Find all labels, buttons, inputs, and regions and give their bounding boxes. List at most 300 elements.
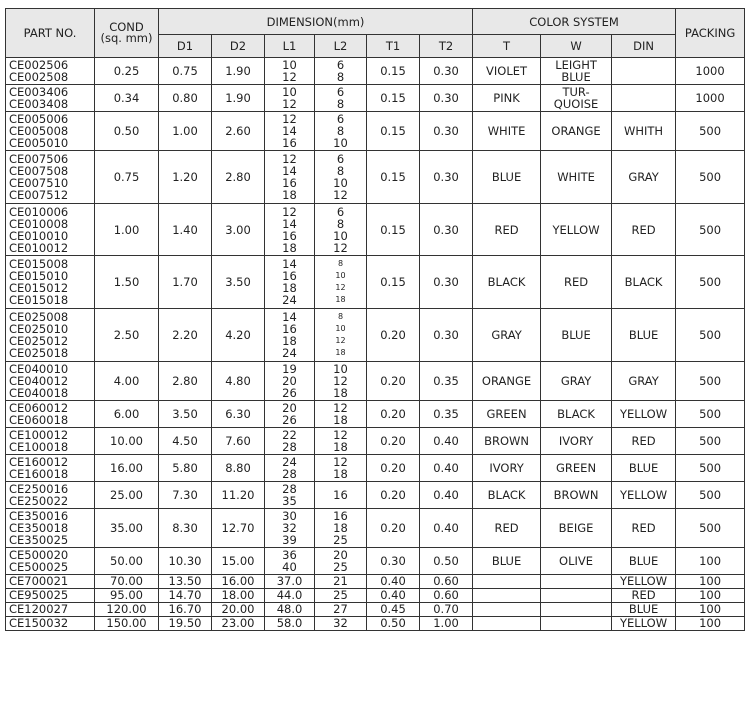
part-no: CE060018: [9, 413, 69, 428]
l1-value: 24: [282, 454, 297, 469]
l2-value: 12: [335, 283, 346, 293]
color-w-cell: YELLOW: [541, 203, 612, 256]
part-no-cell: [6, 428, 95, 455]
l2-value: 8: [337, 259, 344, 269]
packing-cell: 500: [676, 401, 745, 428]
header-d1: D1: [159, 35, 212, 58]
packing-cell: 500: [676, 428, 745, 455]
table-row: [6, 602, 745, 616]
d1-cell: 19.50: [159, 616, 212, 630]
l1-value: 16: [282, 269, 297, 284]
d2-cell: 20.00: [212, 602, 265, 616]
l1-value: 14: [282, 309, 297, 324]
l2-cell: [315, 84, 367, 111]
l1-cell: [265, 84, 315, 111]
packing-cell: 500: [676, 454, 745, 481]
t2-cell: 0.30: [420, 203, 473, 256]
part-no: CE007512: [9, 188, 69, 203]
l2-cell: [315, 203, 367, 256]
l1-value: 32: [282, 520, 297, 535]
color-din-cell: BLACK: [612, 256, 676, 309]
l2-cell: [315, 588, 367, 602]
header-t2: T2: [420, 35, 473, 58]
color-t-cell: BLUE: [473, 548, 541, 575]
l2-value: 20: [333, 548, 348, 563]
part-no: CE010008: [9, 216, 69, 231]
t2-cell: 0.30: [420, 58, 473, 85]
header-color-din: DIN: [612, 35, 676, 58]
l2-cell: [315, 256, 367, 309]
part-no: CE060012: [9, 401, 69, 416]
cond-cell: 70.00: [95, 575, 159, 589]
l2-cell: [315, 428, 367, 455]
l2-cell: [315, 361, 367, 401]
part-no: CE350025: [9, 532, 69, 547]
l2-cell: [315, 616, 367, 630]
table-row: [6, 84, 745, 111]
d2-cell: 2.60: [212, 111, 265, 151]
t2-cell: 0.60: [420, 588, 473, 602]
packing-cell: 100: [676, 575, 745, 589]
part-no: CE040012: [9, 374, 69, 388]
cond-cell: 0.50: [95, 111, 159, 151]
color-t-cell: GREEN: [473, 401, 541, 428]
part-no-cell: [6, 401, 95, 428]
l2-value: 27: [333, 602, 348, 617]
l2-value: 6: [336, 204, 345, 219]
l2-value: 8: [336, 164, 345, 179]
packing-cell: 1000: [676, 58, 745, 85]
part-no: CE250022: [9, 493, 69, 508]
color-din-cell: RED: [612, 203, 676, 256]
d1-cell: 3.50: [159, 401, 212, 428]
t2-cell: 0.40: [420, 428, 473, 455]
header-color-w: W: [541, 35, 612, 58]
cond-cell: 2.50: [95, 309, 159, 362]
part-no: CE015018: [9, 293, 69, 308]
table-row: [6, 151, 745, 204]
d1-cell: 0.75: [159, 58, 212, 85]
color-w-cell: GRAY: [541, 361, 612, 401]
part-no: CE010006: [9, 204, 69, 219]
l1-value: 12: [282, 152, 297, 167]
d2-cell: 6.30: [212, 401, 265, 428]
header-cond-line: (sq. mm): [100, 31, 153, 45]
l1-cell: [265, 481, 315, 508]
color-t-cell: [473, 575, 541, 589]
d2-cell: 7.60: [212, 428, 265, 455]
l1-value: 24: [282, 345, 297, 360]
t2-cell: 0.35: [420, 361, 473, 401]
part-no-cell: [6, 203, 95, 256]
cond-cell: 0.25: [95, 58, 159, 85]
l1-value: 10: [282, 84, 297, 99]
part-no: CE005008: [9, 123, 69, 138]
l1-value: 18: [282, 281, 297, 296]
color-t-cell: [473, 588, 541, 602]
part-no: CE350016: [9, 508, 69, 523]
t1-cell: 0.15: [367, 84, 420, 111]
color-t-cell: [473, 616, 541, 630]
l1-value: 12: [282, 96, 297, 111]
packing-cell: 500: [676, 481, 745, 508]
part-no: CE007506: [9, 152, 69, 167]
color-din-cell: WHITH: [612, 111, 676, 151]
t2-cell: 0.30: [420, 111, 473, 151]
l2-value: 25: [333, 532, 348, 547]
header-color-system: COLOR SYSTEM: [473, 9, 676, 35]
l1-cell: [265, 454, 315, 481]
table-row: [6, 575, 745, 589]
t2-cell: 0.30: [420, 151, 473, 204]
spec-table-container: [5, 8, 745, 631]
part-no: CE025018: [9, 345, 69, 360]
part-no: CE005010: [9, 135, 69, 150]
color-din-cell: YELLOW: [612, 575, 676, 589]
color-din-cell: GRAY: [612, 151, 676, 204]
d1-cell: 16.70: [159, 602, 212, 616]
color-w-cell: RED: [541, 256, 612, 309]
d2-cell: 3.50: [212, 256, 265, 309]
t1-cell: 0.15: [367, 256, 420, 309]
part-no: CE010012: [9, 240, 69, 255]
l1-value: 14: [282, 164, 297, 179]
l2-value: 8: [336, 96, 345, 111]
part-no: CE500025: [9, 560, 69, 575]
color-w-cell: BEIGE: [541, 508, 612, 548]
cond-cell: 150.00: [95, 616, 159, 630]
part-no-cell: [6, 256, 95, 309]
part-no: CE010010: [9, 228, 69, 243]
header-l1: L1: [265, 35, 315, 58]
cond-cell: 95.00: [95, 588, 159, 602]
color-t-cell: IVORY: [473, 454, 541, 481]
l2-value: 10: [333, 362, 348, 376]
d1-cell: 1.00: [159, 111, 212, 151]
color-din-cell: [612, 84, 676, 111]
d1-cell: 1.20: [159, 151, 212, 204]
color-w-cell: [541, 602, 612, 616]
table-body: [6, 58, 745, 631]
color-w-cell: OLIVE: [541, 548, 612, 575]
l2-value: 18: [333, 386, 348, 400]
color-din-cell: RED: [612, 428, 676, 455]
l1-value: 16: [282, 321, 297, 336]
l1-cell: [265, 361, 315, 401]
l2-cell: [315, 58, 367, 85]
color-w-cell: BROWN: [541, 481, 612, 508]
l2-cell: [315, 602, 367, 616]
part-no: CE100012: [9, 428, 69, 443]
part-no: CE015008: [9, 257, 69, 272]
l1-value: 36: [282, 548, 297, 563]
header-t1: T1: [367, 35, 420, 58]
part-no: CE003408: [9, 96, 69, 111]
l1-cell: [265, 548, 315, 575]
part-no: CE002508: [9, 69, 69, 84]
cond-cell: 0.75: [95, 151, 159, 204]
packing-cell: 1000: [676, 84, 745, 111]
l1-value: 26: [282, 413, 297, 428]
d1-cell: 1.40: [159, 203, 212, 256]
color-din-cell: BLUE: [612, 602, 676, 616]
l2-value: 6: [336, 111, 345, 126]
l1-value: 28: [282, 481, 297, 496]
t2-cell: 0.40: [420, 508, 473, 548]
l1-value: 35: [282, 493, 297, 508]
t1-cell: 0.20: [367, 481, 420, 508]
d2-cell: 4.20: [212, 309, 265, 362]
cond-cell: 120.00: [95, 602, 159, 616]
d1-cell: 2.20: [159, 309, 212, 362]
color-t-cell: [473, 602, 541, 616]
header-d2: D2: [212, 35, 265, 58]
part-no-cell: [6, 481, 95, 508]
color-t-cell: BROWN: [473, 428, 541, 455]
l1-value: 16: [282, 176, 297, 191]
d2-cell: 1.90: [212, 84, 265, 111]
cond-cell: 10.00: [95, 428, 159, 455]
l1-value: 37.0: [276, 574, 303, 589]
part-no: CE040010: [9, 362, 69, 376]
t1-cell: 0.15: [367, 58, 420, 85]
d2-cell: 4.80: [212, 361, 265, 401]
table-row: [6, 203, 745, 256]
part-no-cell: [6, 361, 95, 401]
color-t-cell: RED: [473, 508, 541, 548]
color-din-cell: RED: [612, 588, 676, 602]
l1-cell: [265, 428, 315, 455]
d1-cell: 14.70: [159, 588, 212, 602]
l1-value: 20: [282, 401, 297, 416]
cond-cell: 0.34: [95, 84, 159, 111]
packing-cell: 500: [676, 508, 745, 548]
part-no: CE003406: [9, 84, 69, 99]
header-part-no: PART NO.: [6, 9, 95, 58]
l1-value: 12: [282, 69, 297, 84]
header-cond: [95, 9, 159, 58]
l2-value: 12: [335, 335, 346, 345]
table-header: [6, 9, 745, 58]
color-din-cell: YELLOW: [612, 481, 676, 508]
cond-cell: 1.50: [95, 256, 159, 309]
table-row: [6, 508, 745, 548]
d2-cell: 2.80: [212, 151, 265, 204]
d2-cell: 16.00: [212, 575, 265, 589]
table-row: [6, 58, 745, 85]
header-packing: PACKING: [676, 9, 745, 58]
l2-value: 12: [333, 188, 348, 203]
l2-cell: [315, 151, 367, 204]
l2-value: 8: [337, 311, 344, 321]
header-dimension: DIMENSION(mm): [159, 9, 473, 35]
l1-value: 26: [282, 386, 297, 400]
color-w-cell-line: TUR-: [562, 84, 590, 99]
table-row: [6, 361, 745, 401]
table-row: [6, 111, 745, 151]
part-no-cell: [6, 151, 95, 204]
l2-cell: [315, 309, 367, 362]
l2-value: 16: [333, 508, 348, 523]
color-w-cell: [541, 84, 612, 111]
l1-cell: [265, 256, 315, 309]
t1-cell: 0.40: [367, 588, 420, 602]
table-row: [6, 401, 745, 428]
table-row: [6, 454, 745, 481]
color-t-cell: ORANGE: [473, 361, 541, 401]
color-din-cell: [612, 58, 676, 85]
table-row: [6, 481, 745, 508]
l1-value: 16: [282, 135, 297, 150]
part-no: CE007510: [9, 176, 69, 191]
l1-value: 48.0: [276, 602, 303, 617]
color-t-cell: BLACK: [473, 256, 541, 309]
packing-cell: 100: [676, 548, 745, 575]
l1-cell: [265, 602, 315, 616]
l1-value: 12: [282, 204, 297, 219]
t2-cell: 0.50: [420, 548, 473, 575]
table-row: [6, 428, 745, 455]
part-no: CE160018: [9, 466, 69, 481]
packing-cell: 500: [676, 256, 745, 309]
packing-cell: 500: [676, 361, 745, 401]
packing-cell: 100: [676, 616, 745, 630]
color-w-cell: ORANGE: [541, 111, 612, 151]
l2-value: 21: [333, 574, 348, 589]
part-no: CE025012: [9, 333, 69, 348]
l2-value: 18: [333, 520, 348, 535]
cond-cell: 4.00: [95, 361, 159, 401]
table-row: [6, 309, 745, 362]
l1-value: 19: [282, 362, 297, 376]
t1-cell: 0.50: [367, 616, 420, 630]
color-din-cell: GRAY: [612, 361, 676, 401]
packing-cell: 100: [676, 602, 745, 616]
color-t-cell: VIOLET: [473, 58, 541, 85]
part-no: CE007508: [9, 164, 69, 179]
l2-value: 6: [336, 84, 345, 99]
part-no: CE025010: [9, 321, 69, 336]
color-din-cell: YELLOW: [612, 401, 676, 428]
l2-value: 10: [335, 271, 346, 281]
color-din-cell: YELLOW: [612, 616, 676, 630]
l2-value: 6: [336, 152, 345, 167]
cond-cell: 50.00: [95, 548, 159, 575]
header-cond-text: [95, 22, 158, 44]
l2-value: 10: [335, 323, 346, 333]
l2-cell: [315, 111, 367, 151]
l2-value: 18: [333, 413, 348, 428]
part-no-cell: [6, 309, 95, 362]
l2-value: 10: [333, 228, 348, 243]
d2-cell: 8.80: [212, 454, 265, 481]
part-no: CE025008: [9, 309, 69, 324]
l2-value: 12: [333, 374, 348, 388]
l2-value: 10: [333, 176, 348, 191]
l1-cell: [265, 508, 315, 548]
t2-cell: 0.30: [420, 84, 473, 111]
l2-value: 32: [333, 616, 348, 631]
d1-cell: 8.30: [159, 508, 212, 548]
l1-value: 28: [282, 440, 297, 455]
cond-cell: 1.00: [95, 203, 159, 256]
d2-cell: 15.00: [212, 548, 265, 575]
l1-value: 28: [282, 466, 297, 481]
l1-value: 14: [282, 257, 297, 272]
part-no-cell: [6, 58, 95, 85]
l1-cell: [265, 58, 315, 85]
d1-cell: 1.70: [159, 256, 212, 309]
l2-value: 8: [336, 123, 345, 138]
header-cond-line: COND: [109, 20, 144, 34]
d2-cell: 1.90: [212, 58, 265, 85]
color-w-cell-line: LEIGHT: [555, 57, 597, 72]
cond-cell: 35.00: [95, 508, 159, 548]
color-w-cell: WHITE: [541, 151, 612, 204]
l2-value: 8: [336, 69, 345, 84]
part-no: CE015010: [9, 269, 69, 284]
packing-cell: 500: [676, 151, 745, 204]
cond-cell: 6.00: [95, 401, 159, 428]
t1-cell: 0.20: [367, 508, 420, 548]
l2-value: 6: [336, 57, 345, 72]
color-w-cell-line: QUOISE: [553, 96, 599, 111]
l1-value: 40: [282, 560, 297, 575]
t1-cell: 0.20: [367, 309, 420, 362]
color-din-cell: BLUE: [612, 454, 676, 481]
l2-value: 18: [335, 295, 346, 305]
part-no-cell: [6, 588, 95, 602]
color-din-cell: BLUE: [612, 548, 676, 575]
l1-value: 10: [282, 57, 297, 72]
l1-cell: [265, 151, 315, 204]
l2-value: 18: [333, 440, 348, 455]
packing-cell: 500: [676, 111, 745, 151]
t1-cell: 0.45: [367, 602, 420, 616]
packing-cell: 500: [676, 203, 745, 256]
l2-cell: [315, 454, 367, 481]
l1-value: 30: [282, 508, 297, 523]
color-w-cell: [541, 575, 612, 589]
color-t-cell: WHITE: [473, 111, 541, 151]
header-color-t: T: [473, 35, 541, 58]
l1-value: 18: [282, 240, 297, 255]
t2-cell: 0.30: [420, 256, 473, 309]
l1-cell: [265, 309, 315, 362]
l1-cell: [265, 575, 315, 589]
d1-cell: 13.50: [159, 575, 212, 589]
t1-cell: 0.20: [367, 428, 420, 455]
part-no-cell: [6, 84, 95, 111]
l2-cell: [315, 401, 367, 428]
part-no: CE015012: [9, 281, 69, 296]
l2-value: 10: [333, 135, 348, 150]
l2-value: 12: [333, 428, 348, 443]
l2-value: 12: [333, 240, 348, 255]
t2-cell: 0.35: [420, 401, 473, 428]
l1-value: 18: [282, 188, 297, 203]
d1-cell: 10.30: [159, 548, 212, 575]
t1-cell: 0.15: [367, 203, 420, 256]
color-w-cell: BLUE: [541, 309, 612, 362]
l2-cell: [315, 481, 367, 508]
l1-value: 22: [282, 428, 297, 443]
l1-value: 16: [282, 228, 297, 243]
part-no: CE120027: [9, 602, 69, 617]
l2-cell: [315, 575, 367, 589]
table-row: [6, 548, 745, 575]
part-no-cell: [6, 454, 95, 481]
